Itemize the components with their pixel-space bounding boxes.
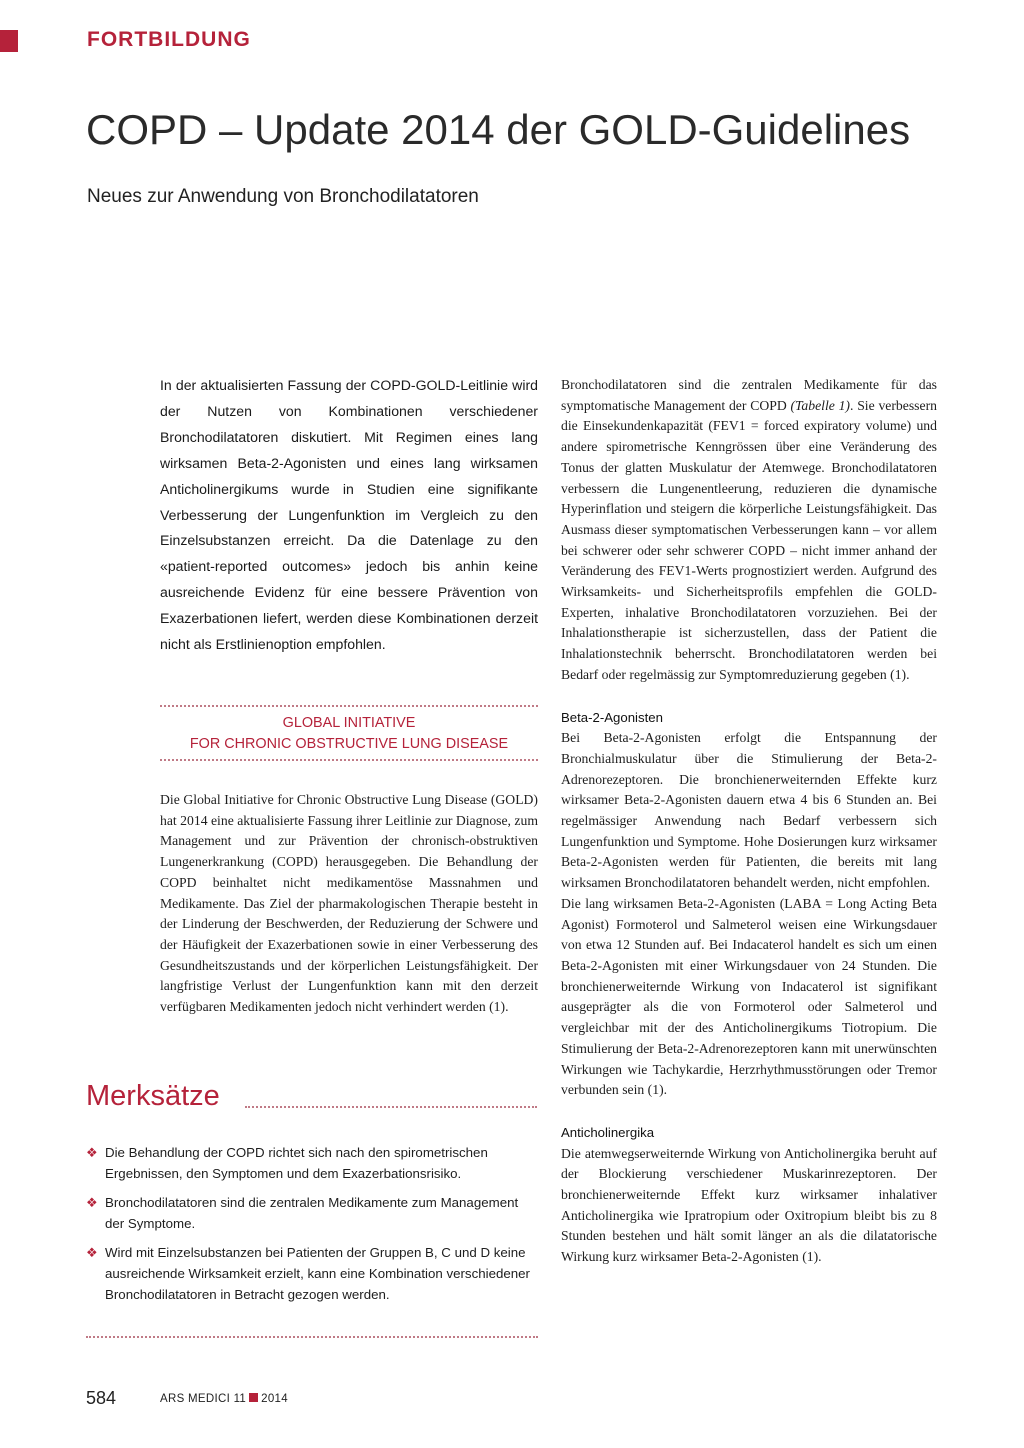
diamond-bullet-icon: ❖ — [86, 1245, 98, 1260]
merksaetze-heading: Merksätze — [86, 1080, 220, 1112]
merksaetze-heading-dots — [245, 1106, 537, 1108]
anticholinergika-heading: Anticholinergika — [561, 1124, 655, 1140]
box-divider-bottom — [160, 759, 538, 761]
page-number: 584 — [86, 1388, 117, 1408]
beta2-paragraph-1: Bei Beta-2-Agonisten erfolgt die Entspannung der Bronchialmuskulatur über die Stimulierung der Beta-2-Adrenorezeptoren. Die bronchienerweiternden Effekte kurz wirksamer Beta-2-Agonisten dauern etwa 4 bis 6 Stunden an. Bei regelmässiger Anwendung nach Bedarf verbessern sich Lungenfunktion und Symptome. Hohe Dosierungen kurz wirksamer Beta-2-Agonisten werden für Patienten, die bereits mit lang wirksamen Bronchodilatatoren behandelt werden, nicht empfohlen. — [561, 730, 937, 891]
journal-year: 2014 — [261, 1393, 288, 1405]
table-reference: (Tabelle 1) — [790, 397, 850, 413]
beta2-agonisten-heading: Beta-2-Agonisten — [561, 709, 663, 725]
merksaetze-list — [86, 1142, 538, 1313]
footer-square-icon — [249, 1393, 258, 1402]
bronchodilatatoren-paragraph: Bronchodilatatoren sind die zentralen Medikamente für das symptomatische Management der COPD (Tabelle 1). Sie verbessern die Einsekundenkapazität (FEV1 = forced expiratory volume) und andere spirometrische Kenngrössen über eine Veränderung des Tonus der glatten Muskulatur der Atemwege. Bronchodilatatoren verbessern die Lungenentleerung, reduzieren die dynamische Hyperinflation und steigern die körperliche Leistungsfähigkeit. Das Ausmass dieser symptomatischen Verbesserungen kann – vor allem bei schwerer oder sehr schwerer COPD – nicht immer anhand der Veränderung des FEV1-Werts prognostiziert werden. Aufgrund des Wirksamkeits- und Sicherheitsprofils empfehlen die GOLD-Experten, inhalative Bronchodilatatoren vorzuziehen. Bei der Inhalationstherapie ist sicherzustellen, dass der Patient die Inhalationstechnik beherrscht. Bronchodilatatoren werden bei Bedarf oder regelmässig zur Symptomreduzierung gegeben (1). — [561, 377, 937, 682]
journal-footer — [160, 1393, 288, 1405]
article-title: COPD – Update 2014 der GOLD-Guidelines — [86, 106, 911, 153]
merksaetze-bottom-dots — [86, 1336, 538, 1338]
section-label: FORTBILDUNG — [87, 28, 251, 51]
merksaetze-item: ❖ Bronchodilatatoren sind die zentralen Medikamente zum Management der Symptome. — [86, 1192, 538, 1234]
section-marker — [0, 30, 18, 52]
merksaetze-item: ❖ Die Behandlung der COPD richtet sich nach den spirometrischen Ergebnissen, den Symptomen und dem Exazerbationsrisiko. — [86, 1142, 538, 1184]
box-divider-top — [160, 705, 538, 707]
right-column — [561, 375, 937, 1268]
beta2-paragraph-2: Die lang wirksamen Beta-2-Agonisten (LABA = Long Acting Beta Agonist) Formoterol und Salmeterol weisen eine Wirkungsdauer von etwa 12 Stunden auf. Bei Indacaterol handelt es sich um einen Beta-2-Agonisten mit einer Wirkungsdauer von 24 Stunden. Die bronchienerweiternde Wirkung von Indacaterol ist signifikant ausgeprägter als die von Formoterol oder Salmeterol und vergleichbar mit der des Anticholinergikums Tiotropium. Die Stimulierung der Beta-2-Adrenorezeptoren kann mit unerwünschten Wirkungen wie Tachykardie, Herzrhythmusstörungen oder Tremor verbunden sein (1). — [561, 895, 937, 1098]
diamond-bullet-icon: ❖ — [86, 1145, 98, 1160]
gold-box-title-line2: FOR CHRONIC OBSTRUCTIVE LUNG DISEASE — [189, 736, 509, 752]
diamond-bullet-icon: ❖ — [86, 1195, 98, 1210]
journal-name: ARS MEDICI 11 — [160, 1393, 247, 1405]
anticholinergika-paragraph: Die atemwegserweiternde Wirkung von Anticholinergika beruht auf der Blockierung verschiedener Muskarinrezeptoren. Der bronchienerweiternde Effekt kurz wirksamer inhalativer Anticholinergika wie Ipratropium oder Oxitropium bleibt bis zu 8 Stunden bestehen und hält somit länger an als die dilatatorische Wirkung kurz wirksamer Beta-2-Agonisten (1). — [561, 1145, 937, 1265]
article-subtitle: Neues zur Anwendung von Bronchodilatatoren — [87, 186, 479, 207]
merksaetze-item: ❖ Wird mit Einzelsubstanzen bei Patienten der Gruppen B, C und D keine ausreichende Wirksamkeit erzielt, kann eine Kombination verschiedener Bronchodilatatoren in Betracht gezogen werden. — [86, 1242, 538, 1305]
intro-body-paragraph: Die Global Initiative for Chronic Obstructive Lung Disease (GOLD) hat 2014 eine aktualisierte Fassung ihrer Leitlinie zur Diagnose, zum Management und zur Prävention der chronisch-obstruktiven Lungenerkrankung (COPD) herausgegeben. Die Behandlung der COPD beinhaltet nicht medikamentöse Massnahmen und Medikamente. Das Ziel der pharmakologischen Therapie besteht in der Linderung der Beschwerden, der Reduzierung der Schwere und der Häufigkeit der Exazerbationen sowie in einer Verbesserung des Gesundheitszustands und der körperlichen Leistungsfähigkeit. Der langfristige Verlust der Lungenfunktion kann mit den derzeit verfügbaren Medikamenten jedoch nicht verhindert werden (1). — [160, 792, 538, 1015]
gold-box-title-line1: GLOBAL INITIATIVE — [282, 715, 416, 731]
lead-paragraph: In der aktualisierten Fassung der COPD-GOLD-Leitlinie wird der Nutzen von Kombinationen verschiedener Bronchodilatatoren diskutiert. Mit Regimen eines lang wirksamen Beta-2-Agonisten und eines lang wirksamen Anticholinergikums wurde in Studien eine signifikante Verbesserung der Lungenfunktion im Vergleich zu den Einzelsubstanzen erreicht. Da die Datenlage zu den «patient-reported outcomes» jedoch bis anhin keine ausreichende Evidenz für eine bessere Prävention von Exazerbationen liefert, werden diese Kombinationen derzeit nicht als Erstlinienoption empfohlen. — [160, 377, 538, 653]
